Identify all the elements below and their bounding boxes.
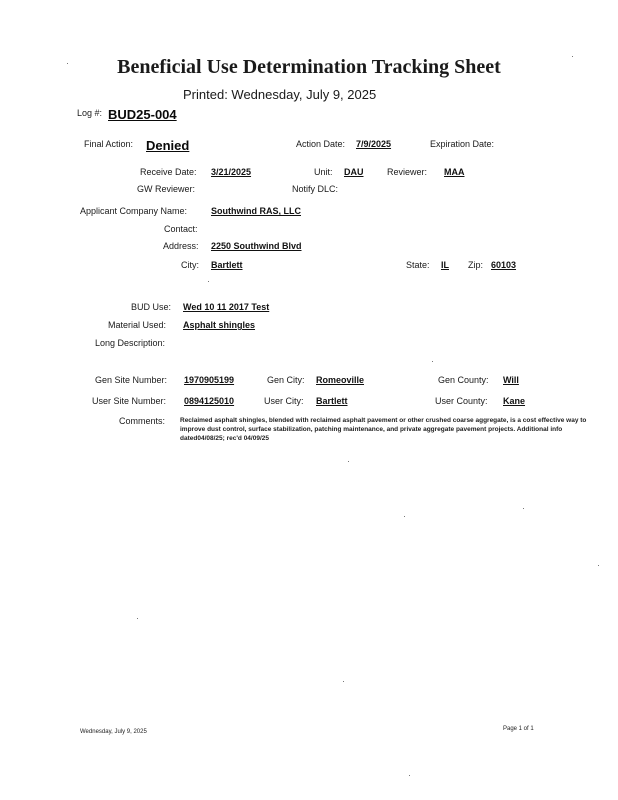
scan-speck — [137, 618, 138, 619]
reviewer-value: MAA — [444, 167, 465, 177]
scan-speck — [348, 461, 349, 462]
material-used-label: Material Used: — [108, 320, 167, 330]
gen-city-label: Gen City: — [267, 375, 305, 385]
state-label: State: — [406, 260, 430, 270]
final-action-value: Denied — [146, 138, 190, 153]
scan-speck — [67, 63, 68, 64]
reviewer-label: Reviewer: — [387, 167, 428, 177]
scan-speck — [404, 516, 405, 517]
state-value: IL — [441, 260, 449, 270]
unit-label: Unit: — [314, 167, 333, 177]
action-date-value: 7/9/2025 — [356, 139, 392, 149]
footer-date: Wednesday, July 9, 2025 — [80, 729, 147, 735]
city-value: Bartlett — [211, 260, 243, 270]
address-label: Address: — [163, 241, 199, 251]
zip-label: Zip: — [468, 260, 484, 270]
scan-speck — [343, 681, 344, 682]
log-number: BUD25-004 — [108, 107, 177, 122]
scan-speck — [432, 361, 433, 362]
city-label: City: — [181, 260, 199, 270]
user-site-number-label: User Site Number: — [92, 396, 167, 406]
user-city-label: User City: — [264, 396, 304, 406]
scan-speck — [572, 56, 573, 57]
unit-value: DAU — [344, 167, 364, 177]
receive-date-label: Receive Date: — [140, 167, 197, 177]
user-county-value: Kane — [503, 396, 526, 406]
gen-county-value: Will — [503, 375, 519, 385]
scan-speck — [598, 565, 599, 566]
comments-label: Comments: — [119, 416, 166, 426]
applicant-company-label: Applicant Company Name: — [80, 206, 188, 216]
scan-speck — [208, 281, 209, 282]
scan-speck — [409, 775, 410, 776]
gen-site-number-label: Gen Site Number: — [95, 375, 168, 385]
user-site-number-value: 0894125010 — [184, 396, 235, 406]
gw-reviewer-label: GW Reviewer: — [137, 184, 196, 194]
final-action-label: Final Action: — [84, 139, 134, 149]
user-county-label: User County: — [435, 396, 488, 406]
gen-city-value: Romeoville — [316, 375, 365, 385]
zip-value: 60103 — [491, 260, 517, 270]
bud-use-label: BUD Use: — [131, 302, 172, 312]
expiration-date-label: Expiration Date: — [430, 139, 495, 149]
page-title: Beneficial Use Determination Tracking Sheet — [117, 56, 501, 78]
applicant-company-value: Southwind RAS, LLC — [211, 206, 301, 216]
bud-use-value: Wed 10 11 2017 Test — [183, 302, 270, 312]
gen-county-label: Gen County: — [438, 375, 489, 385]
address-value: 2250 Southwind Blvd — [211, 241, 302, 251]
material-used-value: Asphalt shingles — [183, 320, 256, 330]
action-date-label: Action Date: — [296, 139, 346, 149]
log-label: Log #: — [77, 108, 103, 118]
contact-label: Contact: — [164, 224, 198, 234]
user-city-value: Bartlett — [316, 396, 348, 406]
notify-dlc-label: Notify DLC: — [292, 184, 339, 194]
printed-date: Printed: Wednesday, July 9, 2025 — [183, 87, 377, 102]
comments-text: Reclaimed asphalt shingles, blended with reclaimed asphalt pavement or other crushed coarse aggregate, is a cost effective way to improve dust control, surface stabilization, patching maintenance, and private aggregate pavement projects. Additional info dated04/08/25; rec'd 04/09/25 — [180, 417, 587, 442]
scan-speck — [523, 508, 524, 509]
gen-site-number-value: 1970905199 — [184, 375, 235, 385]
footer-page-number: Page 1 of 1 — [503, 726, 534, 732]
long-description-label: Long Description: — [95, 338, 166, 348]
receive-date-value: 3/21/2025 — [211, 167, 252, 177]
